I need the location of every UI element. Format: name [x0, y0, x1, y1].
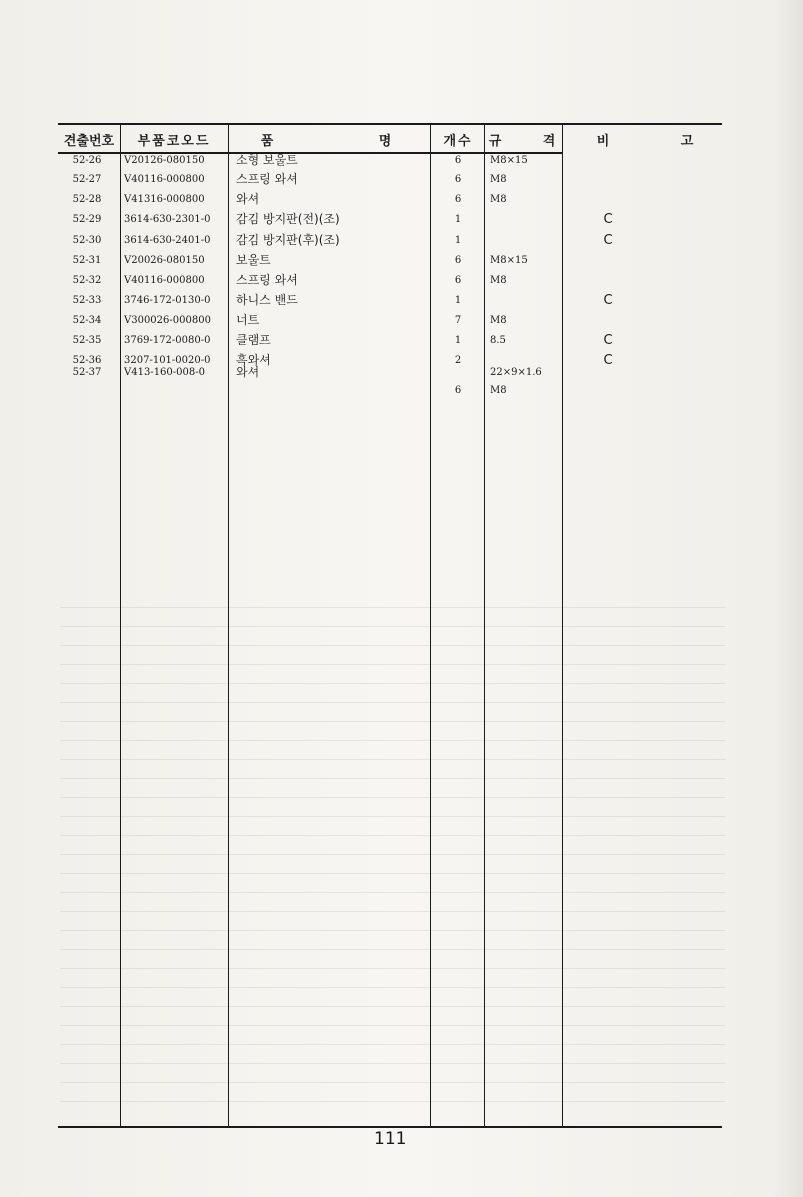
row-number: 52-26	[72, 155, 102, 166]
row-part-name: 감김 방지판(전)(조)	[236, 212, 340, 226]
table-row	[58, 170, 722, 189]
row-quantity: 6	[454, 385, 462, 396]
row-part-code	[124, 381, 229, 400]
row-quantity: 1	[454, 295, 462, 306]
row-spec	[490, 231, 570, 250]
row-quantity: 2	[454, 355, 462, 366]
header-qty: 개수	[443, 133, 473, 149]
row-number: 52-30	[72, 235, 102, 246]
row-number: 52-32	[72, 275, 102, 286]
row-note	[588, 251, 628, 270]
row-number: 52-36	[72, 355, 102, 366]
row-part-code: 3614-630-2301-0	[124, 214, 211, 225]
row-number: 52-31	[72, 255, 102, 266]
row-part-name: 흑와셔	[236, 353, 271, 367]
table-bottom-rule	[58, 1126, 722, 1128]
row-part-code: 3614-630-2401-0	[124, 235, 211, 246]
row-spec: M8	[490, 385, 507, 396]
row-part-name: 너트	[236, 313, 260, 327]
row-number: 52-37	[72, 367, 102, 378]
row-part-name	[236, 381, 436, 400]
header-note-left: 비	[596, 133, 612, 149]
row-spec: 8.5	[490, 335, 506, 346]
row-part-code: V40116-000800	[124, 275, 205, 286]
header-note-right: 고	[680, 133, 696, 149]
parts-table	[58, 123, 722, 1128]
page-edge-shadow	[773, 0, 803, 1197]
row-part-name: 스프링 와셔	[236, 172, 298, 186]
row-note: C	[603, 233, 613, 248]
row-part-name: 하니스 밴드	[236, 293, 298, 307]
row-part-code: V20126-080150	[124, 155, 205, 166]
row-part-code: V300026-000800	[124, 315, 211, 326]
row-number: 52-35	[72, 335, 102, 346]
row-part-code: V413-160-008-0	[124, 367, 205, 378]
row-number: 52-28	[72, 194, 102, 205]
row-note	[588, 363, 628, 382]
row-number: 52-33	[72, 295, 102, 306]
table-row	[58, 291, 722, 310]
table-row	[58, 151, 722, 170]
table-row	[58, 231, 722, 250]
row-note: C	[603, 353, 613, 368]
row-part-name: 클램프	[236, 333, 271, 347]
row-spec: M8×15	[490, 155, 528, 166]
row-part-code: V20026-080150	[124, 255, 205, 266]
header-spec-right: 격	[542, 133, 558, 149]
row-number: 52-34	[72, 315, 102, 326]
row-quantity: 6	[454, 275, 462, 286]
row-part-name: 와셔	[236, 192, 260, 206]
header-spec-left: 규	[488, 133, 504, 149]
row-part-name: 와셔	[236, 365, 260, 379]
row-note: C	[603, 293, 613, 308]
table-row	[58, 311, 722, 330]
table-row	[58, 331, 722, 350]
row-note: C	[603, 212, 613, 227]
row-spec: 22×9×1.6	[490, 367, 542, 378]
table-row	[58, 271, 722, 290]
row-quantity: 1	[454, 335, 462, 346]
row-part-code: 3769-172-0080-0	[124, 335, 211, 346]
row-spec: M8	[490, 194, 507, 205]
row-part-name: 보울트	[236, 253, 271, 267]
table-row	[58, 190, 722, 209]
row-part-code: V41316-000800	[124, 194, 205, 205]
row-spec: M8	[490, 174, 507, 185]
row-quantity: 6	[454, 255, 462, 266]
header-no: 견출번호	[63, 133, 115, 149]
header-name-left: 품	[260, 133, 276, 149]
table-top-rule	[58, 123, 722, 125]
header-code: 부품코오드	[137, 133, 211, 149]
row-note	[588, 170, 628, 189]
row-part-name: 소형 보울트	[236, 153, 298, 167]
row-note	[588, 311, 628, 330]
row-number	[58, 381, 116, 400]
row-note	[588, 151, 628, 170]
row-quantity: 6	[454, 194, 462, 205]
row-spec: M8×15	[490, 255, 528, 266]
row-quantity: 7	[454, 315, 462, 326]
row-number: 52-29	[72, 214, 102, 225]
row-quantity: 1	[454, 214, 462, 225]
row-note: C	[603, 333, 613, 348]
row-part-name: 스프링 와셔	[236, 273, 298, 287]
row-quantity	[430, 363, 486, 382]
row-number: 52-27	[72, 174, 102, 185]
table-row	[58, 251, 722, 270]
row-note	[588, 271, 628, 290]
header-name-right: 명	[378, 133, 394, 149]
table-row	[58, 210, 722, 229]
row-note	[588, 190, 628, 209]
row-quantity: 6	[454, 155, 462, 166]
row-quantity: 6	[454, 174, 462, 185]
row-spec: M8	[490, 315, 507, 326]
row-quantity: 1	[454, 235, 462, 246]
row-part-name: 감김 방지판(후)(조)	[236, 233, 340, 247]
row-spec	[490, 210, 570, 229]
row-spec	[490, 291, 570, 310]
page-number: 111	[374, 1129, 407, 1149]
table-row	[58, 363, 722, 382]
row-spec: M8	[490, 275, 507, 286]
row-note	[588, 381, 628, 400]
row-part-code: 3207-101-0020-0	[124, 355, 211, 366]
row-part-code: 3746-172-0130-0	[124, 295, 211, 306]
row-part-code: V40116-000800	[124, 174, 205, 185]
table-row	[58, 381, 722, 400]
